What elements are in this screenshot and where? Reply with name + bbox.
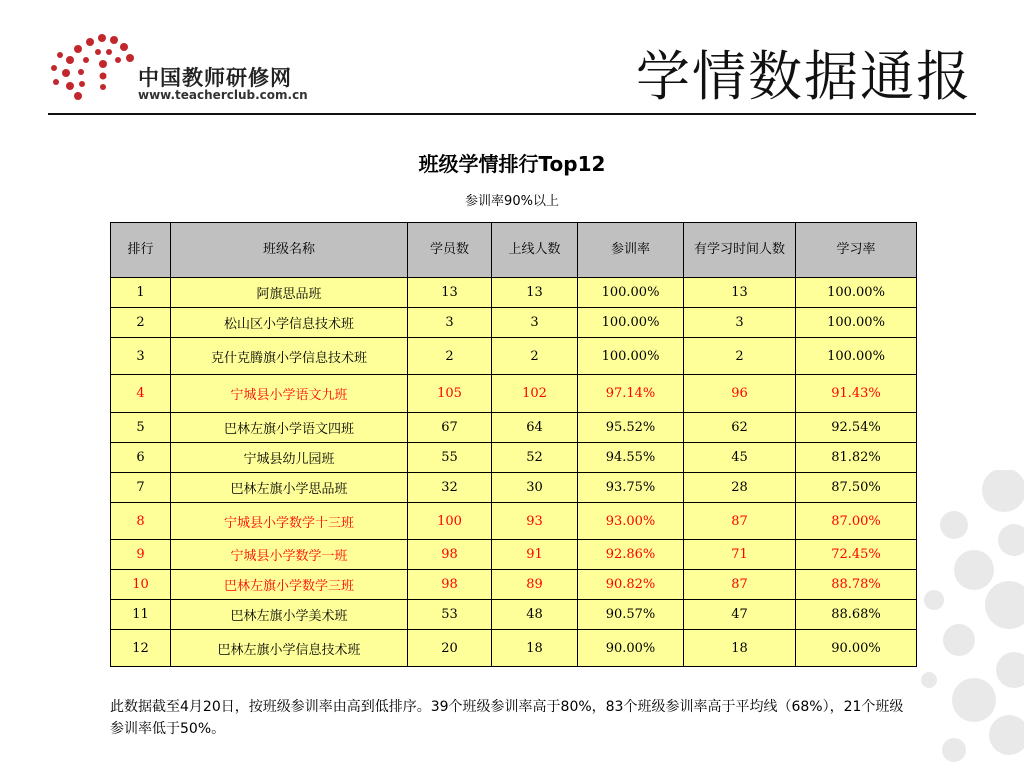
- cell-study-users: 13: [684, 278, 796, 308]
- cell-online: 93: [492, 503, 578, 540]
- cell-study-rate: 100.00%: [796, 338, 917, 375]
- cell-study-rate: 100.00%: [796, 278, 917, 308]
- cell-study-users: 45: [684, 443, 796, 473]
- cell-participation-rate: 100.00%: [578, 338, 684, 375]
- table-subtitle: 参训率90%以上: [465, 194, 559, 209]
- cell-study-rate: 72.45%: [796, 540, 917, 570]
- cell-online: 48: [492, 600, 578, 630]
- header-online: 上线人数: [492, 223, 578, 278]
- cell-rank: 8: [111, 503, 171, 540]
- cell-rank: 6: [111, 443, 171, 473]
- ranking-table: [110, 222, 917, 667]
- cell-study-users: 62: [684, 413, 796, 443]
- cell-study-rate: 81.82%: [796, 443, 917, 473]
- cell-students: 32: [408, 473, 492, 503]
- cell-online: 89: [492, 570, 578, 600]
- cell-rank: 11: [111, 600, 171, 630]
- cell-online: 3: [492, 308, 578, 338]
- cell-study-rate: 87.00%: [796, 503, 917, 540]
- decorative-circles: [914, 470, 1024, 768]
- page-title: 学情数据通报: [636, 45, 972, 108]
- cell-participation-rate: 95.52%: [578, 413, 684, 443]
- cell-participation-rate: 93.00%: [578, 503, 684, 540]
- cell-rank: 7: [111, 473, 171, 503]
- cell-class-name: 克什克腾旗小学信息技术班: [171, 338, 408, 375]
- table-row: [111, 375, 917, 413]
- cell-students: 98: [408, 540, 492, 570]
- data-note: 此数据截至4月20日，按班级参训率由高到低排序。39个班级参训率高于80%，83个班级参训率高于平均线（68%），21个班级参训率低于50%。: [110, 699, 904, 737]
- cell-study-users: 28: [684, 473, 796, 503]
- cell-participation-rate: 92.86%: [578, 540, 684, 570]
- header-class-name: 班级名称: [171, 223, 408, 278]
- table-row: [111, 600, 917, 630]
- cell-study-rate: 90.00%: [796, 630, 917, 667]
- cell-students: 20: [408, 630, 492, 667]
- table-row: [111, 473, 917, 503]
- cell-participation-rate: 90.57%: [578, 600, 684, 630]
- cell-class-name: 宁城县小学数学一班: [171, 540, 408, 570]
- table-row: [111, 630, 917, 667]
- cell-participation-rate: 100.00%: [578, 308, 684, 338]
- cell-students: 105: [408, 375, 492, 413]
- cell-rank: 12: [111, 630, 171, 667]
- cell-participation-rate: 93.75%: [578, 473, 684, 503]
- cell-rank: 9: [111, 540, 171, 570]
- logo-flower-icon: [51, 34, 134, 100]
- cell-online: 91: [492, 540, 578, 570]
- header-participation-rate: 参训率: [578, 223, 684, 278]
- cell-online: 2: [492, 338, 578, 375]
- cell-students: 2: [408, 338, 492, 375]
- table-header-row: [111, 223, 917, 278]
- cell-class-name: 巴林左旗小学思品班: [171, 473, 408, 503]
- cell-students: 67: [408, 413, 492, 443]
- cell-students: 3: [408, 308, 492, 338]
- cell-study-rate: 88.78%: [796, 570, 917, 600]
- cell-study-users: 3: [684, 308, 796, 338]
- cell-online: 18: [492, 630, 578, 667]
- cell-rank: 2: [111, 308, 171, 338]
- cell-study-users: 87: [684, 570, 796, 600]
- cell-study-rate: 87.50%: [796, 473, 917, 503]
- cell-students: 100: [408, 503, 492, 540]
- cell-study-rate: 100.00%: [796, 308, 917, 338]
- cell-study-users: 87: [684, 503, 796, 540]
- cell-study-rate: 91.43%: [796, 375, 917, 413]
- logo-text: 中国教师研修网: [138, 66, 292, 90]
- logo-url: www.teacherclub.com.cn: [138, 88, 308, 102]
- cell-participation-rate: 97.14%: [578, 375, 684, 413]
- cell-online: 13: [492, 278, 578, 308]
- cell-students: 53: [408, 600, 492, 630]
- cell-study-users: 18: [684, 630, 796, 667]
- header-study-users: 有学习时间人数: [684, 223, 796, 278]
- cell-online: 52: [492, 443, 578, 473]
- cell-study-users: 71: [684, 540, 796, 570]
- cell-class-name: 巴林左旗小学数学三班: [171, 570, 408, 600]
- cell-rank: 10: [111, 570, 171, 600]
- cell-online: 102: [492, 375, 578, 413]
- header-students: 学员数: [408, 223, 492, 278]
- cell-online: 64: [492, 413, 578, 443]
- cell-rank: 3: [111, 338, 171, 375]
- cell-participation-rate: 94.55%: [578, 443, 684, 473]
- cell-class-name: 巴林左旗小学语文四班: [171, 413, 408, 443]
- table-row: [111, 570, 917, 600]
- table-body: [111, 278, 917, 667]
- cell-rank: 5: [111, 413, 171, 443]
- header-rank: 排行: [111, 223, 171, 278]
- cell-class-name: 阿旗思品班: [171, 278, 408, 308]
- cell-class-name: 巴林左旗小学信息技术班: [171, 630, 408, 667]
- table-row: [111, 540, 917, 570]
- cell-class-name: 松山区小学信息技术班: [171, 308, 408, 338]
- cell-participation-rate: 90.00%: [578, 630, 684, 667]
- cell-study-rate: 88.68%: [796, 600, 917, 630]
- table-row: [111, 338, 917, 375]
- cell-study-users: 96: [684, 375, 796, 413]
- cell-participation-rate: 90.82%: [578, 570, 684, 600]
- cell-class-name: 宁城县幼儿园班: [171, 443, 408, 473]
- table-row: [111, 443, 917, 473]
- cell-students: 13: [408, 278, 492, 308]
- cell-rank: 1: [111, 278, 171, 308]
- cell-participation-rate: 100.00%: [578, 278, 684, 308]
- table-row: [111, 503, 917, 540]
- cell-online: 30: [492, 473, 578, 503]
- header-study-rate: 学习率: [796, 223, 917, 278]
- cell-rank: 4: [111, 375, 171, 413]
- cell-class-name: 宁城县小学语文九班: [171, 375, 408, 413]
- cell-class-name: 巴林左旗小学美术班: [171, 600, 408, 630]
- cell-class-name: 宁城县小学数学十三班: [171, 503, 408, 540]
- cell-study-users: 47: [684, 600, 796, 630]
- cell-students: 98: [408, 570, 492, 600]
- header-divider: [48, 113, 976, 115]
- table-row: [111, 308, 917, 338]
- cell-study-rate: 92.54%: [796, 413, 917, 443]
- cell-students: 55: [408, 443, 492, 473]
- table-row: [111, 413, 917, 443]
- cell-study-users: 2: [684, 338, 796, 375]
- table-title: 班级学情排行Top12: [418, 152, 606, 176]
- table-row: [111, 278, 917, 308]
